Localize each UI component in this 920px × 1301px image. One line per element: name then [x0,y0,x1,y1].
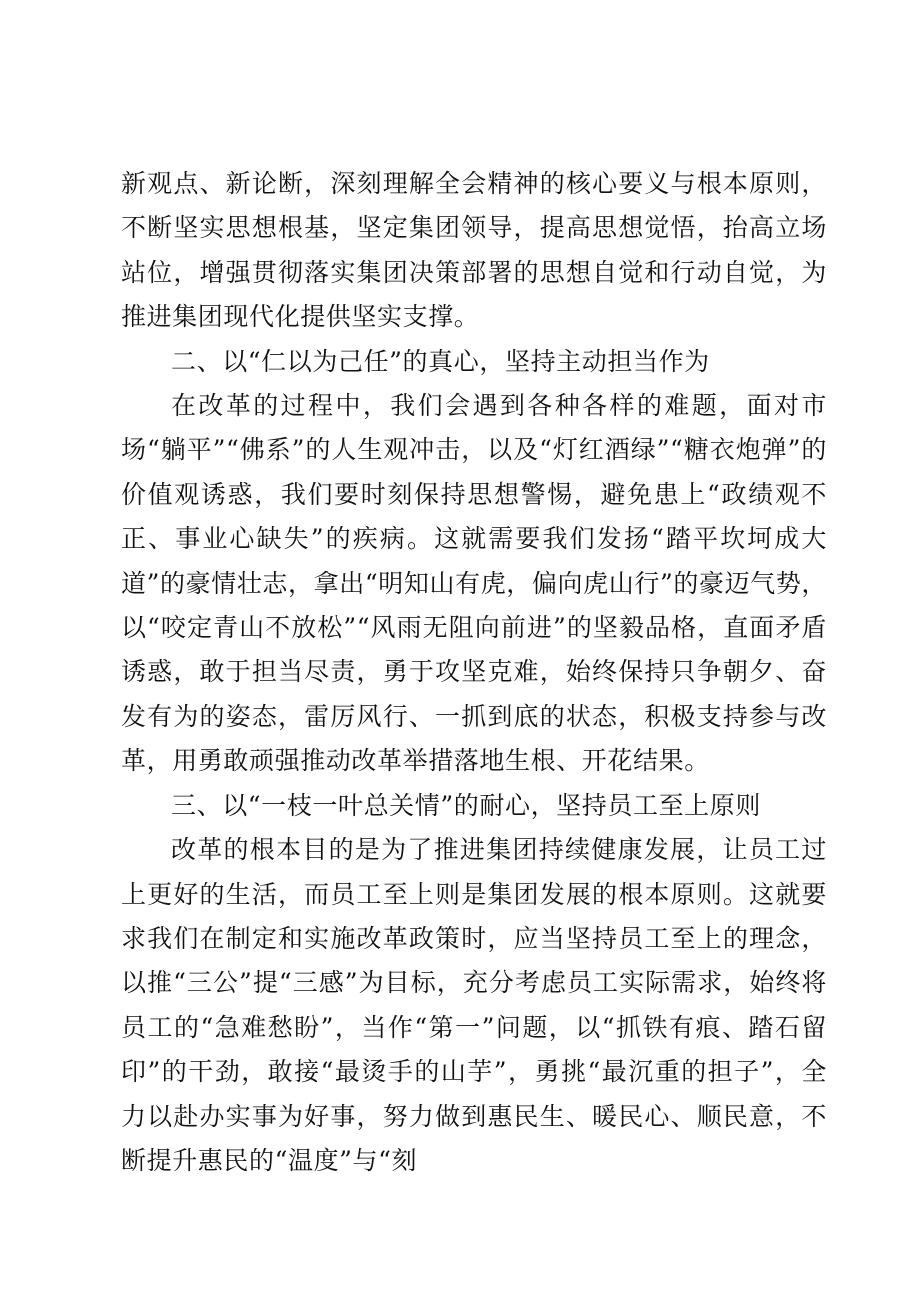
continuation-paragraph: 新观点、新论断，深刻理解全会精神的核心要义与根本原则，不断坚实思想根基，坚定集团领导，提高思想觉悟，抬高立场站位，增强贯彻落实集团决策部署的思想自觉和行动自觉，为推进集团现代化提供坚实支撑。 [121,169,827,332]
document-body [121,162,827,1183]
section-3-paragraph: 改革的根本目的是为了推进集团持续健康发展，让员工过上更好的生活，而员工至上则是集团发展的根本原则。这就要求我们在制定和实施改革政策时，应当坚持员工至上的理念，以推“三公”提“三感”为目标，充分考虑员工实际需求，始终将员工的“急难愁盼”，当作“第一”问题，以“抓铁有痕、踏石留印”的干劲，敢接“最烫手的山芋”，勇挑“最沉重的担子”，全力以赴办实事为好事，努力做到惠民生、暖民心、顺民意，不断提升惠民的“温度”与“刻 [121,835,827,1175]
section-heading-2: 二、以“仁以为己任”的真心，坚持主动担当作为 [171,346,710,376]
section-2-paragraph: 在改革的过程中，我们会遇到各种各样的难题，面对市场“躺平”“佛系”的人生观冲击，以及“灯红酒绿”“糖衣炮弹”的价值观诱惑，我们要时刻保持思想警惕，避免患上“政绩观不正、事业心缺失”的疾病。这就需要我们发扬“踏平坎坷成大道”的豪情壮志，拿出“明知山有虎，偏向虎山行”的豪迈气势，以“咬定青山不放松”“风雨无阻向前进”的坚毅品格，直面矛盾诱惑，敢于担当尽责，勇于攻坚克难，始终保持只争朝夕、奋发有为的姿态，雷厉风行、一抓到底的状态，积极支持参与改革，用勇敢顽强推动改革举措落地生根、开花结果。 [121,391,827,776]
section-heading-3: 三、以“一枝一叶总关情”的耐心，坚持员工至上原则 [171,790,761,820]
